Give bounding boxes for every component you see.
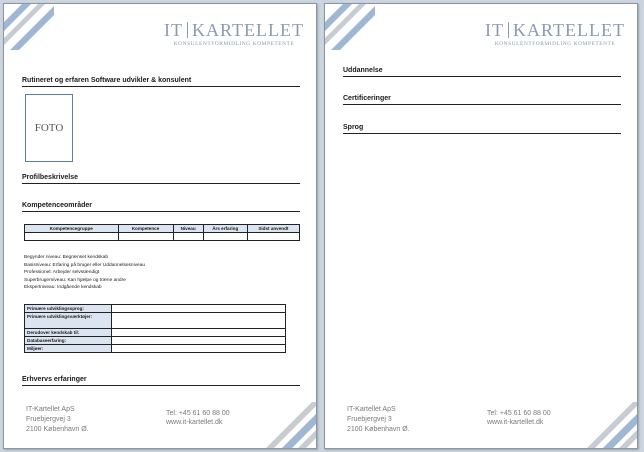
table-row [25, 337, 286, 345]
table-cell [247, 233, 299, 241]
table-cell [203, 233, 247, 241]
info-label: Miljøer: [25, 345, 112, 353]
column-header: Års erfaring [203, 225, 247, 233]
website: www.it-kartellet.dk [166, 419, 223, 426]
info-label: Databaseerfaring: [25, 337, 112, 345]
company-name: IT-Kartellet ApS [347, 406, 396, 413]
city-address: 2100 København Ø. [347, 426, 410, 433]
table-cell [173, 233, 203, 241]
company-logo: IT KARTELLET KONSULENTFORMIDLING KOMPETENTE [164, 20, 304, 47]
info-label: Primære udviklingsværktøjer: [25, 313, 112, 329]
street-address: Fruebjergvej 3 [347, 416, 392, 423]
corner-stripes-decoration [587, 402, 637, 448]
profile-heading: Profilbeskrivelse [22, 173, 300, 184]
footer-contact [487, 409, 551, 427]
footer-address [26, 405, 89, 435]
table-row [25, 313, 286, 329]
table-cell [112, 329, 286, 337]
photo-placeholder: FOTO [25, 94, 73, 162]
level-item: Professionel: Arbejder selvstændigt [24, 270, 100, 276]
website: www.it-kartellet.dk [487, 419, 544, 426]
table-cell [25, 233, 119, 241]
column-header: Niveau [173, 225, 203, 233]
company-name: IT-Kartellet ApS [26, 406, 75, 413]
languages-heading: Sprog [343, 123, 621, 134]
corner-stripes-decoration [325, 4, 375, 50]
table-row [25, 233, 300, 241]
competence-heading: Kompetenceområder [22, 201, 300, 212]
column-header: Kompetence [118, 225, 173, 233]
cv-title: Rutineret og erfaren Software udvikler & konsulent [22, 76, 300, 87]
developer-info-table [24, 304, 286, 353]
column-header: Sidst anvendt [247, 225, 299, 233]
info-label: Primære udviklingssprog: [25, 305, 112, 313]
level-item: Begynder niveau: Begrænset kendskab [24, 255, 108, 260]
certifications-heading: Certificeringer [343, 94, 621, 105]
table-cell [112, 337, 286, 345]
corner-stripes-decoration [266, 402, 316, 448]
city-address: 2100 København Ø. [26, 426, 89, 433]
document-page-1 [3, 3, 317, 449]
education-heading: Uddannelse [343, 66, 621, 77]
level-item: Basisniveau: Erfaring på bruger eller Uddannelsesniveau [24, 262, 146, 268]
competence-table [24, 224, 300, 241]
level-descriptions [24, 254, 145, 292]
corner-stripes-decoration [4, 4, 54, 50]
info-label: Derudover kendskab til: [25, 329, 112, 337]
street-address: Fruebjergvej 3 [26, 416, 71, 423]
column-header: Kompetencegruppe [25, 225, 119, 233]
footer-contact [166, 409, 230, 427]
table-cell [118, 233, 173, 241]
phone-number: Tel: +45 61 60 88 00 [166, 410, 230, 417]
table-cell [112, 345, 286, 353]
company-logo: IT KARTELLET KONSULENTFORMIDLING KOMPETENTE [485, 20, 625, 47]
level-item: Ekspertniveau: Indgående kendskab [24, 285, 102, 291]
table-row [25, 345, 286, 353]
experience-heading: Erhvervs erfaringer [22, 375, 300, 386]
phone-number: Tel: +45 61 60 88 00 [487, 410, 551, 417]
table-row [25, 305, 286, 313]
table-cell [112, 313, 286, 329]
table-cell [112, 305, 286, 313]
document-page-2 [324, 3, 638, 449]
level-item: Superbrugerniveau: Kan hjælpe og træne andre [24, 277, 126, 283]
table-header-row [25, 225, 300, 233]
table-row [25, 329, 286, 337]
footer-address [347, 405, 410, 435]
